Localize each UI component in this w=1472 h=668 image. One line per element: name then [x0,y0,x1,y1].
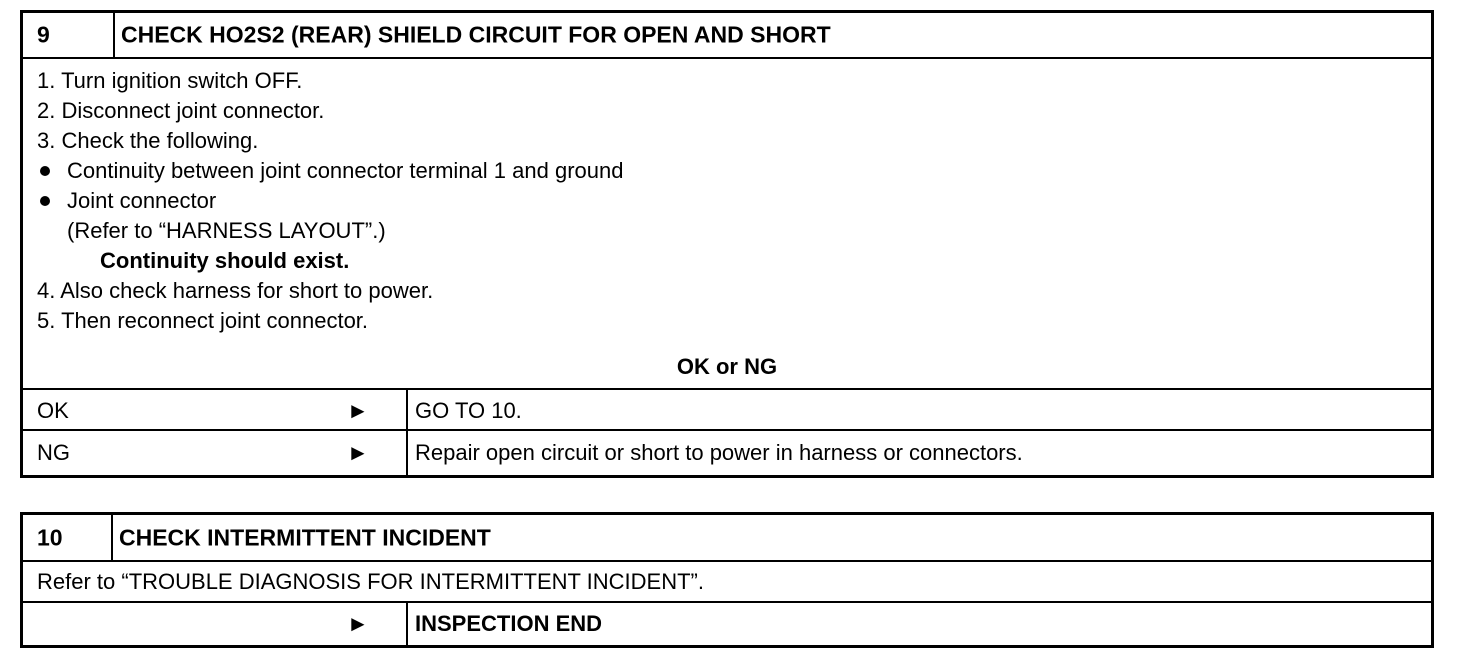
step-10-box [20,512,1434,648]
instruction-line: 5. Then reconnect joint connector. [37,308,369,333]
instruction-line: 1. Turn ignition switch OFF. [37,68,303,93]
bullet-icon [40,196,50,206]
instruction-line: Joint connector [67,188,217,213]
instruction-line: 2. Disconnect joint connector. [37,98,325,123]
result-row-end [23,603,1431,645]
result-action: INSPECTION END [415,611,603,636]
arrow-right-icon: ► [347,611,369,636]
step-9-box [20,10,1434,478]
instruction-line: 3. Check the following. [37,128,259,153]
instruction-line: Refer to “TROUBLE DIAGNOSIS FOR INTERMITTENT INCIDENT”. [37,569,704,594]
result-heading: OK or NG [676,354,778,379]
column-divider [406,603,408,645]
result-row-ng [23,431,1431,475]
instruction-line: Continuity between joint connector terminal 1 and ground [67,158,624,183]
step-number: 10 [23,515,113,560]
arrow-right-icon: ► [347,398,369,423]
instruction-row [23,562,1431,603]
bullet-icon [40,166,50,176]
result-label: OK [37,398,69,423]
column-divider [406,390,408,429]
instruction-line: (Refer to “HARNESS LAYOUT”.) [67,218,386,243]
result-row-ok [23,388,1431,431]
result-action: GO TO 10. [415,398,522,423]
step-title: CHECK INTERMITTENT INCIDENT [119,524,491,550]
specification-note: Continuity should exist. [100,248,350,273]
step-number: 9 [23,13,115,57]
result-label: NG [37,440,70,465]
step-9-header [23,13,1431,59]
column-divider [406,431,408,475]
step-10-header [23,515,1431,562]
arrow-right-icon: ► [347,440,369,465]
step-title: CHECK HO2S2 (REAR) SHIELD CIRCUIT FOR OPEN AND SHORT [121,21,831,48]
result-action: Repair open circuit or short to power in harness or connectors. [415,440,1023,465]
instruction-line: 4. Also check harness for short to power. [37,278,434,303]
